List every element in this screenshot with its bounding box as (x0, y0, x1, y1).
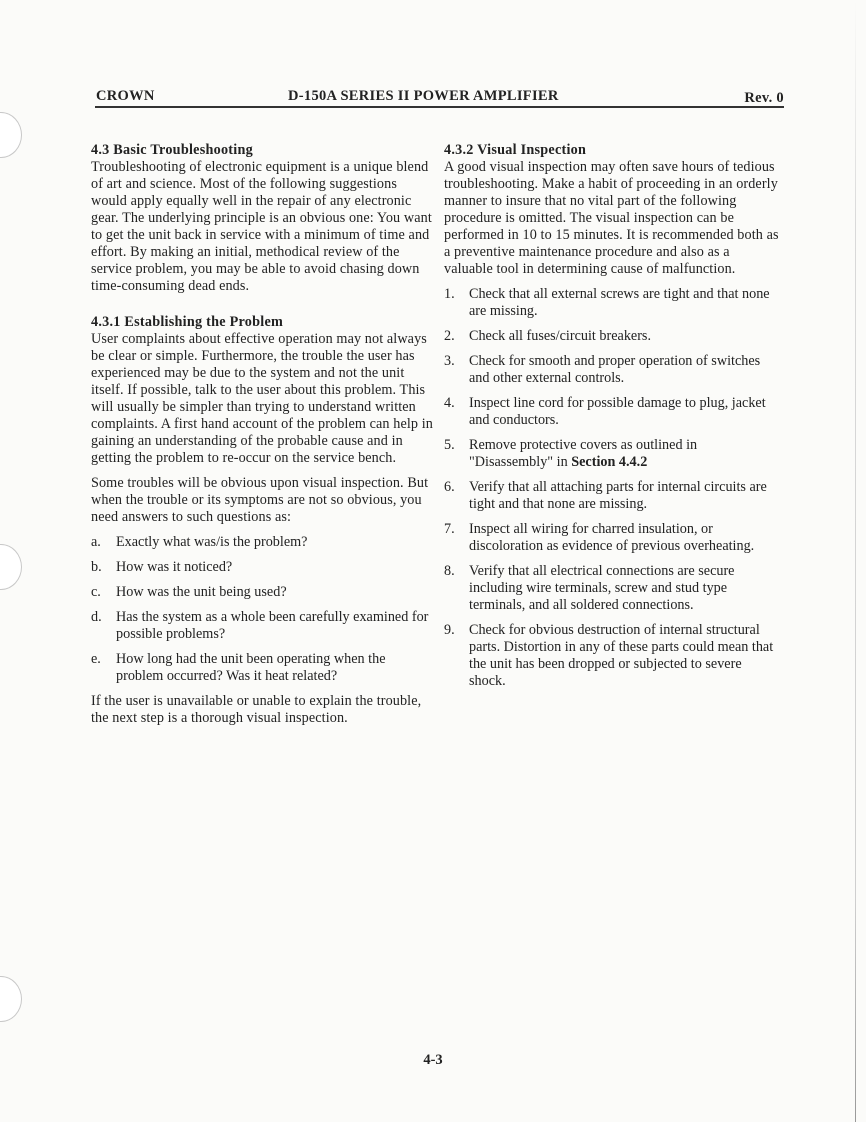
list-item (91, 609, 436, 643)
list-item-text: Verify that all attaching parts for internal circuits are tight and that none are missing. (469, 479, 767, 512)
page-edge (855, 0, 856, 1122)
list-item (444, 479, 780, 513)
section-4-3-heading: 4.3 Basic Troubleshooting (91, 142, 253, 158)
list-item (444, 395, 780, 429)
section-4-3-1-paragraph-2: Some troubles will be obvious upon visual inspection. But when the trouble or its symptoms are not so obvious, you need answers to such questions as: (91, 475, 429, 525)
section-4-3-1-paragraph-3: If the user is unavailable or unable to explain the trouble, the next step is a thorough visual inspection. (91, 693, 422, 726)
section-4-3-1-paragraph-1: User complaints about effective operation may not always be clear or simple. Furthermore, the trouble the user has experienced may be due to the system and not the unit itself. If possible, talk to the user about this problem. This will usually be simpler than trying to understand written complaints. A first hand account of the problem can help in gaining an understanding of the probable cause and in getting the problem to re-occur on the service bench. (91, 331, 433, 466)
list-item-text: Exactly what was/is the problem? (116, 534, 308, 550)
section-reference: Section 4.4.2 (571, 454, 648, 470)
list-item-text: Inspect all wiring for charred insulation, or discoloration as evidence of previous overheating. (469, 521, 755, 554)
list-item-text: Check for smooth and proper operation of switches and other external controls. (469, 353, 761, 386)
list-marker: b. (91, 559, 102, 575)
header-revision: Rev. 0 (744, 90, 784, 106)
punch-hole (0, 112, 22, 158)
list-marker: 7. (444, 521, 455, 537)
list-item (444, 286, 780, 320)
list-item (91, 534, 436, 551)
list-item-text: How was it noticed? (116, 559, 233, 575)
list-marker: 9. (444, 622, 455, 638)
page-number: 4-3 (423, 1052, 443, 1068)
list-item (91, 559, 436, 576)
list-item-text: Verify that all electrical connections are secure including wire terminals, screw and stud type terminals, and all soldered connections. (469, 563, 735, 613)
header-title: D-150A SERIES II POWER AMPLIFIER (288, 88, 559, 104)
section-4-3-2-body: A good visual inspection may often save hours of tedious troubleshooting. Make a habit of proceeding in an orderly manner to insure that no vital part of the following procedure is omitted. The visual inspection can be performed in 10 to 15 minutes. It is recommended both as a preventive maintenance procedure and also as a valuable tool in determining cause of malfunction. (444, 159, 779, 277)
list-item-text: How long had the unit been operating when the problem occurred? Was it heat related? (116, 651, 386, 684)
list-item-text: Check for obvious destruction of internal structural parts. Distortion in any of these parts could mean that the unit has been dropped or subjected to severe shock. (469, 622, 774, 689)
list-item (444, 563, 780, 614)
punch-hole (0, 976, 22, 1022)
list-item-text: Remove protective covers as outlined in "Disassembly" in (469, 437, 698, 470)
list-item (444, 437, 780, 471)
list-item-text: Inspect line cord for possible damage to plug, jacket and conductors. (469, 395, 766, 428)
section-4-3-1-heading: 4.3.1 Establishing the Problem (91, 314, 284, 330)
list-marker: 4. (444, 395, 455, 411)
question-list (91, 534, 436, 685)
header-brand: CROWN (96, 88, 155, 104)
list-marker: 1. (444, 286, 455, 302)
list-marker: 6. (444, 479, 455, 495)
list-item (91, 651, 436, 685)
list-marker: 8. (444, 563, 455, 579)
list-item-text: Check all fuses/circuit breakers. (469, 328, 651, 344)
list-marker: 5. (444, 437, 455, 453)
list-item-text: Check that all external screws are tight and that none are missing. (469, 286, 770, 319)
list-marker: e. (91, 651, 101, 667)
list-item-text: Has the system as a whole been carefully examined for possible problems? (116, 609, 429, 642)
page-header (96, 88, 784, 106)
section-4-3-body: Troubleshooting of electronic equipment is a unique blend of art and science. Most of the following suggestions would apply equally well in the repair of any electronic gear. The underlying principle is an obvious one: You want to get the unit back in service with a minimum of time and effort. By making an initial, methodical review of the service problem, you may be able to avoid chasing down time-consuming dead ends. (91, 159, 432, 294)
left-column (91, 142, 436, 727)
right-column (444, 142, 780, 690)
inspection-steps (444, 286, 780, 690)
list-marker: 3. (444, 353, 455, 369)
list-marker: 2. (444, 328, 455, 344)
list-item (444, 328, 780, 345)
list-item (444, 521, 780, 555)
header-rule (95, 106, 784, 108)
list-item (444, 622, 780, 690)
punch-hole (0, 544, 22, 590)
section-4-3-2-heading: 4.3.2 Visual Inspection (444, 142, 587, 158)
list-marker: a. (91, 534, 101, 550)
list-item-text: How was the unit being used? (116, 584, 287, 600)
list-marker: c. (91, 584, 101, 600)
list-marker: d. (91, 609, 102, 625)
list-item (444, 353, 780, 387)
list-item (91, 584, 436, 601)
